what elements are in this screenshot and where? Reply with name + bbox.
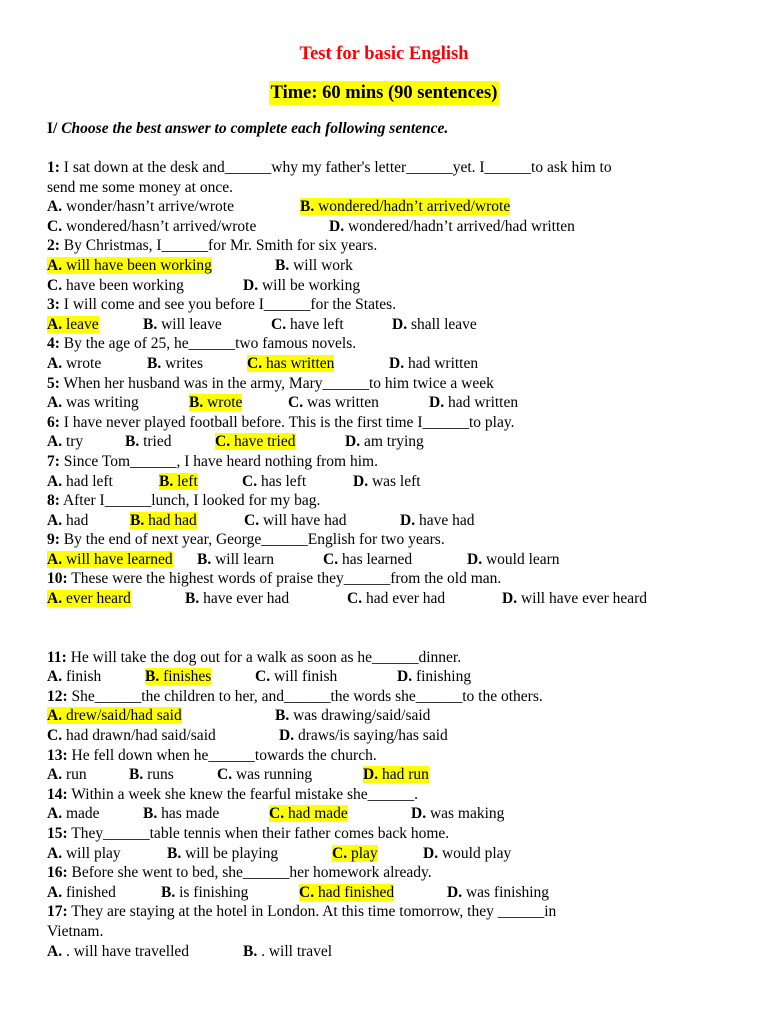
option-text: is finishing <box>179 883 249 901</box>
answer-option[interactable] <box>332 844 378 864</box>
option-letter: D. <box>397 668 413 686</box>
option-text: tried <box>143 433 172 451</box>
option-letter: C. <box>215 433 231 451</box>
option-letter: D. <box>423 844 439 862</box>
option-letter: D. <box>329 217 345 235</box>
answer-option[interactable] <box>269 804 348 824</box>
option-letter: B. <box>167 844 182 862</box>
question-stem <box>47 785 727 805</box>
option-text: will have had <box>262 511 347 529</box>
option-letter: A. <box>47 942 63 960</box>
answer-option[interactable] <box>247 354 334 374</box>
option-letter: A. <box>47 766 63 784</box>
option-letter: D. <box>243 276 259 294</box>
option-letter: B. <box>185 590 200 608</box>
answer-option[interactable] <box>363 765 429 785</box>
answer-option[interactable] <box>47 942 189 962</box>
answer-option[interactable] <box>275 256 353 276</box>
option-letter: D. <box>345 433 361 451</box>
answer-option[interactable] <box>147 354 203 374</box>
answer-option[interactable] <box>125 432 172 452</box>
option-letter: B. <box>147 354 162 372</box>
option-text: drew/said/had said <box>65 707 182 725</box>
answer-option[interactable] <box>244 511 346 531</box>
option-text: finish <box>65 668 102 686</box>
option-text: wrote <box>207 394 243 412</box>
answer-option[interactable] <box>347 589 445 609</box>
section-number: I/ <box>47 120 58 137</box>
option-text: would learn <box>485 550 560 568</box>
question-stem <box>47 648 727 668</box>
answer-option[interactable] <box>197 550 274 570</box>
answer-option[interactable] <box>47 511 88 531</box>
question-text: She______the children to her, and______the words she______to the others. <box>71 687 543 705</box>
option-text: was finishing <box>465 883 550 901</box>
option-text: wonder/hasn’t arrive/wrote <box>65 198 234 216</box>
option-letter: D. <box>467 550 483 568</box>
option-text: will leave <box>161 315 222 333</box>
option-letter: A. <box>47 354 63 372</box>
option-letter: C. <box>217 766 233 784</box>
option-text: was drawing/said/said <box>293 707 431 725</box>
option-text: will finish <box>273 668 338 686</box>
option-letter: D. <box>429 394 445 412</box>
question-text: By Christmas, I______for Mr. Smith for six years. <box>63 237 378 255</box>
time-banner-wrap <box>0 81 768 105</box>
answer-options-row <box>47 197 727 217</box>
answer-option[interactable] <box>242 472 306 492</box>
answer-options-row <box>47 550 727 570</box>
question-text: I have never played football before. This is the first time I______to play. <box>63 413 515 431</box>
option-letter: B. <box>129 766 144 784</box>
correct-answer-highlight <box>299 884 394 901</box>
option-text: have ever had <box>203 590 290 608</box>
answer-option[interactable] <box>345 432 424 452</box>
answer-option[interactable] <box>47 589 131 609</box>
option-letter: D. <box>389 354 405 372</box>
question-number: 10: <box>47 570 68 588</box>
option-letter: B. <box>159 472 174 490</box>
answer-options-row <box>47 393 727 413</box>
question-list <box>47 158 727 961</box>
question-stem <box>47 863 727 883</box>
answer-options-row <box>47 726 727 746</box>
option-letter: A. <box>47 668 63 686</box>
option-text: was left <box>371 472 421 490</box>
option-text: . will travel <box>261 942 333 960</box>
correct-answer-highlight <box>300 198 510 215</box>
option-letter: B. <box>145 668 160 686</box>
answer-option[interactable] <box>47 726 216 746</box>
answer-options-row <box>47 844 727 864</box>
option-letter: C. <box>323 550 339 568</box>
option-text: writes <box>165 354 203 372</box>
correct-answer-highlight <box>145 668 211 685</box>
option-letter: B. <box>143 315 158 333</box>
option-text: has written <box>265 354 335 372</box>
question-text: I sat down at the desk and______why my father's letter______yet. I______to ask him to <box>63 159 612 176</box>
option-letter: A. <box>47 198 63 216</box>
correct-answer-highlight <box>47 707 182 724</box>
answer-option[interactable] <box>279 726 448 746</box>
option-text: have tried <box>233 433 296 451</box>
question-number: 6: <box>47 413 60 431</box>
correct-answer-highlight <box>47 590 131 607</box>
option-text: . will have travelled <box>65 942 190 960</box>
option-letter: B. <box>161 883 176 901</box>
question-number: 17: <box>47 903 68 921</box>
option-letter: D. <box>363 766 379 784</box>
option-letter: A. <box>47 590 63 608</box>
question-stem <box>47 824 727 844</box>
answer-option[interactable] <box>47 256 212 276</box>
question-text: These were the highest words of praise they______from the old man. <box>71 570 502 588</box>
question-stem <box>47 746 727 766</box>
time-banner: Time: 60 mins (90 sentences) <box>270 83 498 103</box>
answer-option[interactable] <box>47 472 113 492</box>
answer-option[interactable] <box>447 883 549 903</box>
option-letter: B. <box>197 550 212 568</box>
question-text: I will come and see you before I______for the States. <box>63 296 397 314</box>
option-text: wondered/hadn’t arrived/wrote <box>318 198 511 216</box>
answer-option[interactable] <box>429 393 518 413</box>
question-text: By the age of 25, he______two famous novels. <box>63 335 357 353</box>
option-text: left <box>177 472 198 490</box>
option-letter: B. <box>275 707 290 725</box>
option-letter: D. <box>447 883 463 901</box>
question-text: Vietnam. <box>47 922 104 940</box>
answer-options-row <box>47 667 727 687</box>
answer-option[interactable] <box>130 511 197 531</box>
question-number: 5: <box>47 374 60 392</box>
answer-option[interactable] <box>392 315 477 335</box>
answer-option[interactable] <box>47 883 116 903</box>
answer-option[interactable] <box>217 765 312 785</box>
option-letter: A. <box>47 315 63 333</box>
question-stem <box>47 491 727 511</box>
option-letter: C. <box>47 276 63 294</box>
answer-option[interactable] <box>47 844 121 864</box>
answer-option[interactable] <box>467 550 560 570</box>
question-number: 16: <box>47 864 68 882</box>
answer-option[interactable] <box>47 804 100 824</box>
option-text: was written <box>306 394 379 412</box>
answer-option[interactable] <box>243 942 332 962</box>
answer-option[interactable] <box>271 315 344 335</box>
option-letter: D. <box>279 727 295 745</box>
correct-answer-highlight <box>47 316 99 333</box>
option-text: had finished <box>317 883 395 901</box>
answer-option[interactable] <box>167 844 278 864</box>
answer-options-row <box>47 589 727 609</box>
answer-option[interactable] <box>47 667 101 687</box>
option-text: try <box>65 433 84 451</box>
answer-option[interactable] <box>47 706 182 726</box>
question-text: When her husband was in the army, Mary______to him twice a week <box>63 374 494 392</box>
option-letter: A. <box>47 256 63 274</box>
option-text: runs <box>147 766 174 784</box>
option-letter: A. <box>47 511 63 529</box>
answer-option[interactable] <box>47 217 256 237</box>
question-text: Within a week she knew the fearful mistake she______. <box>71 785 419 803</box>
answer-option[interactable] <box>300 197 510 217</box>
option-text: run <box>65 766 87 784</box>
answer-option[interactable] <box>423 844 511 864</box>
question-stem <box>47 922 727 942</box>
option-text: ever heard <box>65 590 131 608</box>
question-text: By the end of next year, George______English for two years. <box>63 531 445 549</box>
question-number: 11: <box>47 648 67 666</box>
question-number: 14: <box>47 785 68 803</box>
option-text: play <box>350 844 378 862</box>
answer-option[interactable] <box>47 393 139 413</box>
question-text: They______table tennis when their father comes back home. <box>71 825 450 842</box>
option-text: have left <box>289 315 344 333</box>
question-number: 13: <box>47 746 68 764</box>
option-letter: B. <box>243 942 258 960</box>
option-letter: A. <box>47 433 63 451</box>
option-text: was running <box>235 766 313 784</box>
answer-option[interactable] <box>275 706 430 726</box>
question-number: 9: <box>47 531 60 549</box>
option-text: will play <box>65 844 121 862</box>
option-text: has made <box>161 805 220 823</box>
answer-option[interactable] <box>145 667 211 687</box>
option-text: was making <box>429 805 505 823</box>
option-letter: A. <box>47 472 63 490</box>
answer-option[interactable] <box>215 432 296 452</box>
question-stem <box>47 295 727 315</box>
question-text: He fell down when he______towards the church. <box>71 746 377 764</box>
answer-option[interactable] <box>502 589 647 609</box>
section-instruction <box>47 120 448 138</box>
option-text: will have been working <box>65 256 212 274</box>
question-text: They are staying at the hotel in London. At this time tomorrow, they ______in <box>71 903 557 921</box>
question-number: 2: <box>47 237 60 255</box>
option-letter: D. <box>392 315 408 333</box>
question-number: 7: <box>47 452 60 470</box>
option-text: had <box>65 511 89 529</box>
option-text: will learn <box>215 550 275 568</box>
answer-option[interactable] <box>143 804 219 824</box>
option-text: will have learned <box>65 550 173 568</box>
option-letter: C. <box>47 727 63 745</box>
answer-option[interactable] <box>411 804 504 824</box>
answer-option[interactable] <box>243 276 360 296</box>
question-stem <box>47 413 727 433</box>
option-letter: C. <box>332 844 348 862</box>
answer-option[interactable] <box>299 883 394 903</box>
correct-answer-highlight <box>130 512 197 529</box>
option-letter: D. <box>353 472 369 490</box>
option-text: has left <box>260 472 307 490</box>
option-letter: A. <box>47 550 63 568</box>
option-letter: C. <box>347 590 363 608</box>
option-text: had written <box>447 394 519 412</box>
question-number: 12: <box>47 687 68 705</box>
option-text: will be playing <box>185 844 279 862</box>
answer-options-row <box>47 942 727 962</box>
question-text: He will take the dog out for a walk as soon as he______dinner. <box>70 648 462 666</box>
question-text: After I______lunch, I looked for my bag. <box>62 492 321 510</box>
answer-option[interactable] <box>47 550 173 570</box>
answer-option[interactable] <box>47 315 99 335</box>
question-text: Since Tom______, I have heard nothing from him. <box>63 452 378 470</box>
answer-option[interactable] <box>159 472 198 492</box>
question-number: 1: <box>47 159 60 176</box>
option-text: was writing <box>65 394 139 412</box>
question-number: 3: <box>47 296 60 314</box>
option-text: finishing <box>415 668 472 686</box>
answer-option[interactable] <box>47 276 184 296</box>
answer-option[interactable] <box>329 217 575 237</box>
option-letter: B. <box>275 256 290 274</box>
correct-answer-highlight <box>215 433 296 450</box>
question-stem <box>47 374 727 394</box>
answer-options-row <box>47 511 727 531</box>
option-text: had written <box>407 354 479 372</box>
answer-option[interactable] <box>47 197 234 217</box>
answer-options-row <box>47 354 727 374</box>
question-stem <box>47 569 727 589</box>
option-text: draws/is saying/has said <box>297 727 448 745</box>
option-letter: A. <box>47 707 63 725</box>
correct-answer-highlight <box>47 257 212 274</box>
answer-option[interactable] <box>189 393 242 413</box>
answer-option[interactable] <box>389 354 478 374</box>
option-letter: B. <box>189 394 204 412</box>
section-spacer <box>47 609 727 648</box>
option-text: had had <box>148 511 197 529</box>
correct-answer-highlight <box>247 355 334 372</box>
option-text: would play <box>441 844 512 862</box>
answer-options-row <box>47 804 727 824</box>
option-letter: B. <box>143 805 158 823</box>
question-stem <box>47 452 727 472</box>
answer-options-row <box>47 256 727 276</box>
option-letter: C. <box>242 472 258 490</box>
answer-option[interactable] <box>185 589 289 609</box>
question-text: Before she went to bed, she______her homework already. <box>71 864 432 882</box>
option-letter: A. <box>47 805 63 823</box>
question-stem <box>47 902 727 922</box>
option-letter: C. <box>244 511 260 529</box>
question-stem <box>47 236 727 256</box>
option-letter: B. <box>300 198 315 216</box>
option-text: had drawn/had said/said <box>65 727 216 745</box>
option-letter: D. <box>411 805 427 823</box>
option-letter: C. <box>299 883 315 901</box>
correct-answer-highlight <box>269 805 348 822</box>
answer-options-row <box>47 315 727 335</box>
answer-option[interactable] <box>397 667 471 687</box>
option-text: have been working <box>65 276 184 294</box>
answer-option[interactable] <box>47 354 101 374</box>
question-stem <box>47 178 727 198</box>
answer-options-row <box>47 276 727 296</box>
correct-answer-highlight <box>189 394 242 411</box>
option-letter: C. <box>247 354 263 372</box>
answer-option[interactable] <box>143 315 222 335</box>
option-letter: C. <box>47 217 63 235</box>
answer-option[interactable] <box>47 765 87 785</box>
question-number: 4: <box>47 335 60 353</box>
answer-options-row <box>47 765 727 785</box>
option-letter: B. <box>125 433 140 451</box>
question-number: 15: <box>47 825 68 842</box>
option-letter: A. <box>47 394 63 412</box>
option-text: made <box>65 805 100 823</box>
section-instruction-text: Choose the best answer to complete each following sentence. <box>61 120 449 137</box>
option-letter: C. <box>288 394 304 412</box>
answer-options-row <box>47 883 727 903</box>
option-letter: C. <box>255 668 271 686</box>
option-letter: D. <box>400 511 416 529</box>
option-text: wondered/hadn’t arrived/had written <box>347 217 575 235</box>
answer-option[interactable] <box>47 432 83 452</box>
answer-option[interactable] <box>161 883 248 903</box>
option-text: will have ever heard <box>520 590 648 608</box>
question-text: send me some money at once. <box>47 178 233 196</box>
correct-answer-highlight <box>159 473 198 490</box>
option-text: am trying <box>363 433 424 451</box>
option-text: had run <box>381 766 429 784</box>
correct-answer-highlight <box>332 845 378 862</box>
answer-option[interactable] <box>323 550 412 570</box>
question-number: 8: <box>47 492 60 510</box>
answer-option[interactable] <box>129 765 174 785</box>
option-text: had ever had <box>365 590 446 608</box>
option-text: had left <box>65 472 113 490</box>
option-text: wondered/hasn’t arrived/wrote <box>65 217 257 235</box>
answer-options-row <box>47 217 727 237</box>
correct-answer-highlight <box>47 551 173 568</box>
answer-option[interactable] <box>353 472 421 492</box>
answer-options-row <box>47 706 727 726</box>
option-letter: B. <box>130 511 145 529</box>
option-letter: C. <box>271 315 287 333</box>
question-stem <box>47 158 727 178</box>
answer-option[interactable] <box>400 511 474 531</box>
option-text: finishes <box>163 668 212 686</box>
option-letter: C. <box>269 805 285 823</box>
option-text: leave <box>65 315 99 333</box>
question-stem <box>47 530 727 550</box>
question-stem <box>47 687 727 707</box>
option-text: wrote <box>65 354 102 372</box>
option-text: shall leave <box>410 315 477 333</box>
answer-options-row <box>47 432 727 452</box>
answer-option[interactable] <box>288 393 379 413</box>
option-letter: A. <box>47 883 63 901</box>
option-text: finished <box>65 883 116 901</box>
option-text: has learned <box>341 550 413 568</box>
option-text: will work <box>293 256 353 274</box>
correct-answer-highlight <box>363 766 429 783</box>
answer-options-row <box>47 472 727 492</box>
option-letter: A. <box>47 844 63 862</box>
option-text: had made <box>287 805 348 823</box>
option-text: will be working <box>261 276 361 294</box>
option-letter: D. <box>502 590 518 608</box>
question-stem <box>47 334 727 354</box>
option-text: have had <box>418 511 475 529</box>
answer-option[interactable] <box>255 667 337 687</box>
page-title: Test for basic English <box>299 44 469 64</box>
